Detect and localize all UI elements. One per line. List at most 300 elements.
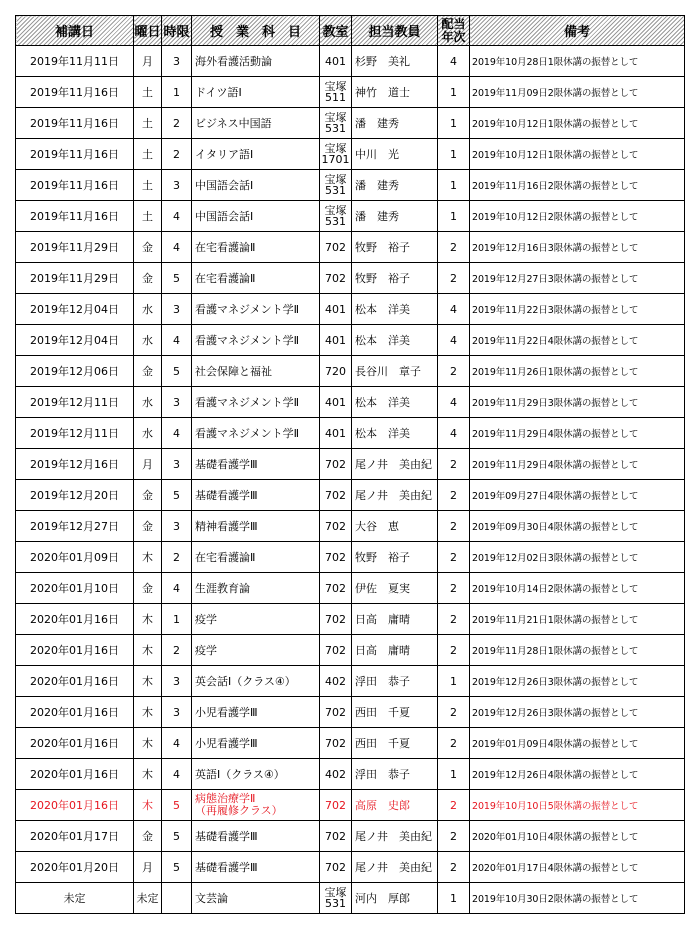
weekday-cell [134,201,162,232]
weekday-text: 木 [142,768,153,781]
subject-cell [192,418,320,449]
teacher-text: 大谷 恵 [355,520,399,533]
date-cell [16,418,134,449]
weekday-cell [134,480,162,511]
weekday-text: 木 [142,675,153,688]
room-text: 702 [325,488,346,502]
header-date: 補講日 [16,16,134,46]
table-row [16,449,685,480]
room-cell [320,573,352,604]
weekday-cell [134,635,162,666]
note-text: 2019年12月26日3限休講の振替として [472,677,639,688]
note-text: 2019年12月26日3限休講の振替として [472,708,639,719]
period-cell [162,480,192,511]
room-text: 702 [325,829,346,843]
room-number: 1701 [321,153,350,166]
period-cell [162,356,192,387]
note-cell [470,852,685,883]
period-text: 1 [173,85,180,99]
weekday-cell [134,139,162,170]
table-row [16,232,685,263]
note-text: 2019年09月30日4限休講の振替として [472,522,639,533]
subject-cell [192,170,320,201]
subject-cell [192,77,320,108]
weekday-cell [134,263,162,294]
date-text: 2019年11月16日 [30,86,119,99]
room-text: 702 [325,550,346,564]
date-cell [16,139,134,170]
teacher-cell [352,728,438,759]
weekday-text: 月 [142,55,153,68]
year-cell [438,201,470,232]
year-text: 2 [450,829,457,843]
room-cell [320,790,352,821]
weekday-text: 金 [142,272,153,285]
room-cell [320,728,352,759]
header-weekday: 曜日 [134,16,162,46]
table-row [16,201,685,232]
note-text: 2019年10月12日1限休講の振替として [472,150,639,161]
room-cell [320,387,352,418]
room-cell [320,759,352,790]
note-cell [470,573,685,604]
subject-text: ドイツ語Ⅰ [195,86,242,99]
teacher-text: 高原 史郎 [355,799,410,812]
room-text: 702 [325,798,346,812]
subject-cell [192,511,320,542]
date-cell [16,573,134,604]
subject-text: 小児看護学Ⅲ [195,706,258,719]
year-cell [438,759,470,790]
period-text: 5 [173,271,180,285]
room-text: 702 [325,457,346,471]
period-text: 5 [173,488,180,502]
weekday-cell [134,77,162,108]
header-subject: 授 業 科 目 [192,16,320,46]
subject-text: 在宅看護論Ⅱ [195,272,256,285]
room-cell [320,356,352,387]
subject-text: 看護マネジメント学Ⅱ [195,427,300,440]
date-cell [16,232,134,263]
weekday-text: 木 [142,799,153,812]
table-row [16,604,685,635]
teacher-text: 松本 洋美 [355,396,410,409]
period-cell [162,883,192,914]
teacher-cell [352,201,438,232]
date-text: 2019年12月27日 [30,520,119,533]
weekday-text: 土 [142,86,153,99]
period-text: 4 [173,767,180,781]
year-text: 4 [450,54,457,68]
year-cell [438,697,470,728]
note-cell [470,263,685,294]
year-text: 2 [450,488,457,502]
weekday-cell [134,449,162,480]
period-cell [162,573,192,604]
date-cell [16,263,134,294]
room-cell [320,542,352,573]
header-note: 備考 [470,16,685,46]
year-text: 2 [450,581,457,595]
year-text: 1 [450,674,457,688]
teacher-text: 牧野 裕子 [355,241,410,254]
weekday-text: 水 [142,334,153,347]
year-cell [438,728,470,759]
room-text: 401 [325,333,346,347]
room-text: 702 [325,705,346,719]
teacher-cell [352,108,438,139]
weekday-text: 金 [142,365,153,378]
year-cell [438,790,470,821]
period-cell [162,263,192,294]
note-cell [470,480,685,511]
note-text: 2019年10月12日1限休講の振替として [472,119,639,130]
room-text: 402 [325,767,346,781]
subject-text: 中国語会話Ⅰ [195,210,254,223]
teacher-text: 潘 建秀 [355,179,399,192]
weekday-cell [134,883,162,914]
room-building: 宝塚 [324,204,347,217]
teacher-text: 松本 洋美 [355,427,410,440]
year-text: 2 [450,271,457,285]
year-cell [438,139,470,170]
period-cell [162,666,192,697]
date-cell [16,108,134,139]
period-cell [162,77,192,108]
year-cell [438,232,470,263]
year-text: 2 [450,550,457,564]
period-text: 2 [173,643,180,657]
teacher-text: 浮田 恭子 [355,768,410,781]
room-text: 702 [325,643,346,657]
date-cell [16,728,134,759]
teacher-cell [352,77,438,108]
weekday-text: 金 [142,520,153,533]
teacher-text: 日高 庸晴 [355,644,410,657]
date-cell [16,542,134,573]
period-cell [162,46,192,77]
room-building: 宝塚 [324,142,347,155]
note-text: 2019年11月21日1限休講の振替として [472,615,639,626]
note-text: 2019年11月26日1限休講の振替として [472,367,639,378]
subject-text: 生涯教育論 [195,582,250,595]
year-text: 2 [450,457,457,471]
teacher-cell [352,511,438,542]
date-text: 2020年01月10日 [30,582,119,595]
date-cell [16,666,134,697]
note-text: 2019年10月28日1限休講の振替として [472,57,639,68]
makeup-class-schedule [15,15,685,914]
room-number: 531 [325,215,346,228]
weekday-cell [134,108,162,139]
room-cell [320,139,352,170]
room-number: 511 [325,91,346,104]
room-building: 宝塚 [324,80,347,93]
note-text: 2020年01月10日4限休講の振替として [472,832,639,843]
weekday-cell [134,511,162,542]
period-text: 3 [173,54,180,68]
period-text: 3 [173,519,180,533]
weekday-cell [134,573,162,604]
period-text: 4 [173,581,180,595]
weekday-text: 金 [142,241,153,254]
period-cell [162,635,192,666]
weekday-text: 土 [142,179,153,192]
note-cell [470,356,685,387]
date-text: 2019年11月29日 [30,241,119,254]
date-cell [16,480,134,511]
subject-text: 病態治療学Ⅱ [195,792,256,805]
period-text: 3 [173,674,180,688]
subject-cell [192,139,320,170]
note-text: 2019年10月14日2限休講の振替として [472,584,639,595]
subject-text: ビジネス中国語 [195,117,272,130]
note-cell [470,201,685,232]
subject-cell [192,356,320,387]
period-cell [162,170,192,201]
schedule-table [15,15,685,914]
year-text: 1 [450,767,457,781]
teacher-cell [352,821,438,852]
room-text: 702 [325,271,346,285]
note-text: 2019年01月09日4限休講の振替として [472,739,639,750]
teacher-text: 牧野 裕子 [355,551,410,564]
weekday-cell [134,542,162,573]
header-year: 配当 年次 [438,16,470,46]
header-room: 教室 [320,16,352,46]
subject-cell [192,201,320,232]
weekday-text: 水 [142,396,153,409]
weekday-cell [134,697,162,728]
note-cell [470,604,685,635]
room-text: 702 [325,240,346,254]
note-text: 2019年11月29日4限休講の振替として [472,429,639,440]
weekday-text: 水 [142,303,153,316]
note-cell [470,139,685,170]
table-row [16,790,685,821]
room-cell [320,294,352,325]
table-row [16,728,685,759]
subject-cell [192,542,320,573]
year-text: 2 [450,643,457,657]
year-text: 2 [450,705,457,719]
subject-cell [192,635,320,666]
period-text: 5 [173,860,180,874]
teacher-cell [352,480,438,511]
room-cell [320,108,352,139]
year-text: 2 [450,612,457,626]
weekday-cell [134,790,162,821]
period-text: 3 [173,302,180,316]
table-row [16,666,685,697]
date-cell [16,77,134,108]
note-cell [470,232,685,263]
teacher-cell [352,573,438,604]
date-text: 2019年11月16日 [30,148,119,161]
date-cell [16,387,134,418]
teacher-text: 日高 庸晴 [355,613,410,626]
period-text: 3 [173,178,180,192]
table-row [16,511,685,542]
period-text: 4 [173,240,180,254]
subject-cell [192,387,320,418]
teacher-text: 杉野 美礼 [355,55,410,68]
teacher-cell [352,635,438,666]
weekday-text: 金 [142,830,153,843]
room-text: 401 [325,426,346,440]
date-text: 2020年01月09日 [30,551,119,564]
subject-text: 精神看護学Ⅲ [195,520,258,533]
room-cell [320,201,352,232]
weekday-cell [134,325,162,356]
year-text: 1 [450,85,457,99]
date-cell [16,201,134,232]
table-row [16,883,685,914]
table-row [16,418,685,449]
period-text: 4 [173,209,180,223]
room-cell [320,666,352,697]
period-cell [162,511,192,542]
teacher-text: 浮田 恭子 [355,675,410,688]
date-text: 2020年01月16日 [30,706,119,719]
table-row [16,759,685,790]
weekday-text: 金 [142,489,153,502]
room-building: 宝塚 [324,173,347,186]
room-text: 702 [325,736,346,750]
weekday-text: 土 [142,117,153,130]
date-cell [16,170,134,201]
subject-text: 疫学 [195,613,217,626]
room-cell [320,325,352,356]
year-cell [438,666,470,697]
subject-text: 海外看護活動論 [195,55,272,68]
teacher-cell [352,294,438,325]
room-cell [320,852,352,883]
note-text: 2019年11月22日4限休講の振替として [472,336,639,347]
year-cell [438,821,470,852]
subject-text: 在宅看護論Ⅱ [195,551,256,564]
teacher-cell [352,46,438,77]
weekday-cell [134,232,162,263]
teacher-cell [352,666,438,697]
weekday-cell [134,759,162,790]
room-text: 702 [325,519,346,533]
date-text: 2020年01月16日 [30,675,119,688]
subject-cell [192,480,320,511]
note-cell [470,635,685,666]
year-cell [438,480,470,511]
teacher-cell [352,418,438,449]
teacher-text: 伊佐 夏実 [355,582,410,595]
date-cell [16,759,134,790]
teacher-cell [352,449,438,480]
weekday-text: 木 [142,551,153,564]
date-text: 2019年11月11日 [30,55,119,68]
table-row [16,821,685,852]
weekday-text: 金 [142,582,153,595]
teacher-text: 西田 千夏 [355,737,410,750]
subject-cell [192,728,320,759]
subject-cell [192,883,320,914]
table-row [16,108,685,139]
weekday-cell [134,604,162,635]
period-cell [162,139,192,170]
date-text: 未定 [63,892,86,905]
period-text: 2 [173,550,180,564]
subject-cell [192,759,320,790]
teacher-text: 尾ノ井 美由紀 [355,489,432,502]
date-text: 2020年01月17日 [30,830,119,843]
note-text: 2019年10月12日2限休講の振替として [472,212,639,223]
period-cell [162,325,192,356]
year-text: 1 [450,891,457,905]
date-text: 2019年12月11日 [30,427,119,440]
date-text: 2019年11月16日 [30,117,119,130]
room-building: 宝塚 [324,111,347,124]
teacher-text: 潘 建秀 [355,210,399,223]
room-text: 720 [325,364,346,378]
period-cell [162,387,192,418]
room-cell [320,883,352,914]
period-text: 2 [173,147,180,161]
year-text: 4 [450,302,457,316]
note-text: 2019年10月30日2限休講の振替として [472,894,639,905]
header-period: 時限 [162,16,192,46]
note-cell [470,108,685,139]
period-cell [162,294,192,325]
teacher-cell [352,170,438,201]
period-cell [162,821,192,852]
subject-cell [192,697,320,728]
year-cell [438,573,470,604]
weekday-cell [134,294,162,325]
teacher-cell [352,852,438,883]
year-text: 2 [450,240,457,254]
year-cell [438,46,470,77]
teacher-cell [352,883,438,914]
note-cell [470,170,685,201]
period-text: 5 [173,798,180,812]
year-cell [438,883,470,914]
weekday-text: 木 [142,706,153,719]
note-text: 2019年10月10日5限休講の振替として [472,801,639,812]
subject-cell [192,46,320,77]
subject-text: 看護マネジメント学Ⅱ [195,303,300,316]
subject-text: 基礎看護学Ⅲ [195,861,258,874]
period-text: 3 [173,395,180,409]
weekday-text: 月 [142,861,153,874]
table-row [16,325,685,356]
subject-text: 疫学 [195,644,217,657]
date-text: 2019年12月04日 [30,334,119,347]
period-text: 4 [173,736,180,750]
weekday-text: 木 [142,613,153,626]
note-text: 2019年12月26日4限休講の振替として [472,770,639,781]
room-building: 宝塚 [324,886,347,899]
table-row [16,139,685,170]
room-cell [320,604,352,635]
note-text: 2020年01月17日4限休講の振替として [472,863,639,874]
year-text: 1 [450,178,457,192]
period-cell [162,728,192,759]
table-row [16,573,685,604]
date-cell [16,511,134,542]
note-cell [470,728,685,759]
date-cell [16,325,134,356]
room-text: 402 [325,674,346,688]
subject-text: 看護マネジメント学Ⅱ [195,334,300,347]
date-cell [16,697,134,728]
